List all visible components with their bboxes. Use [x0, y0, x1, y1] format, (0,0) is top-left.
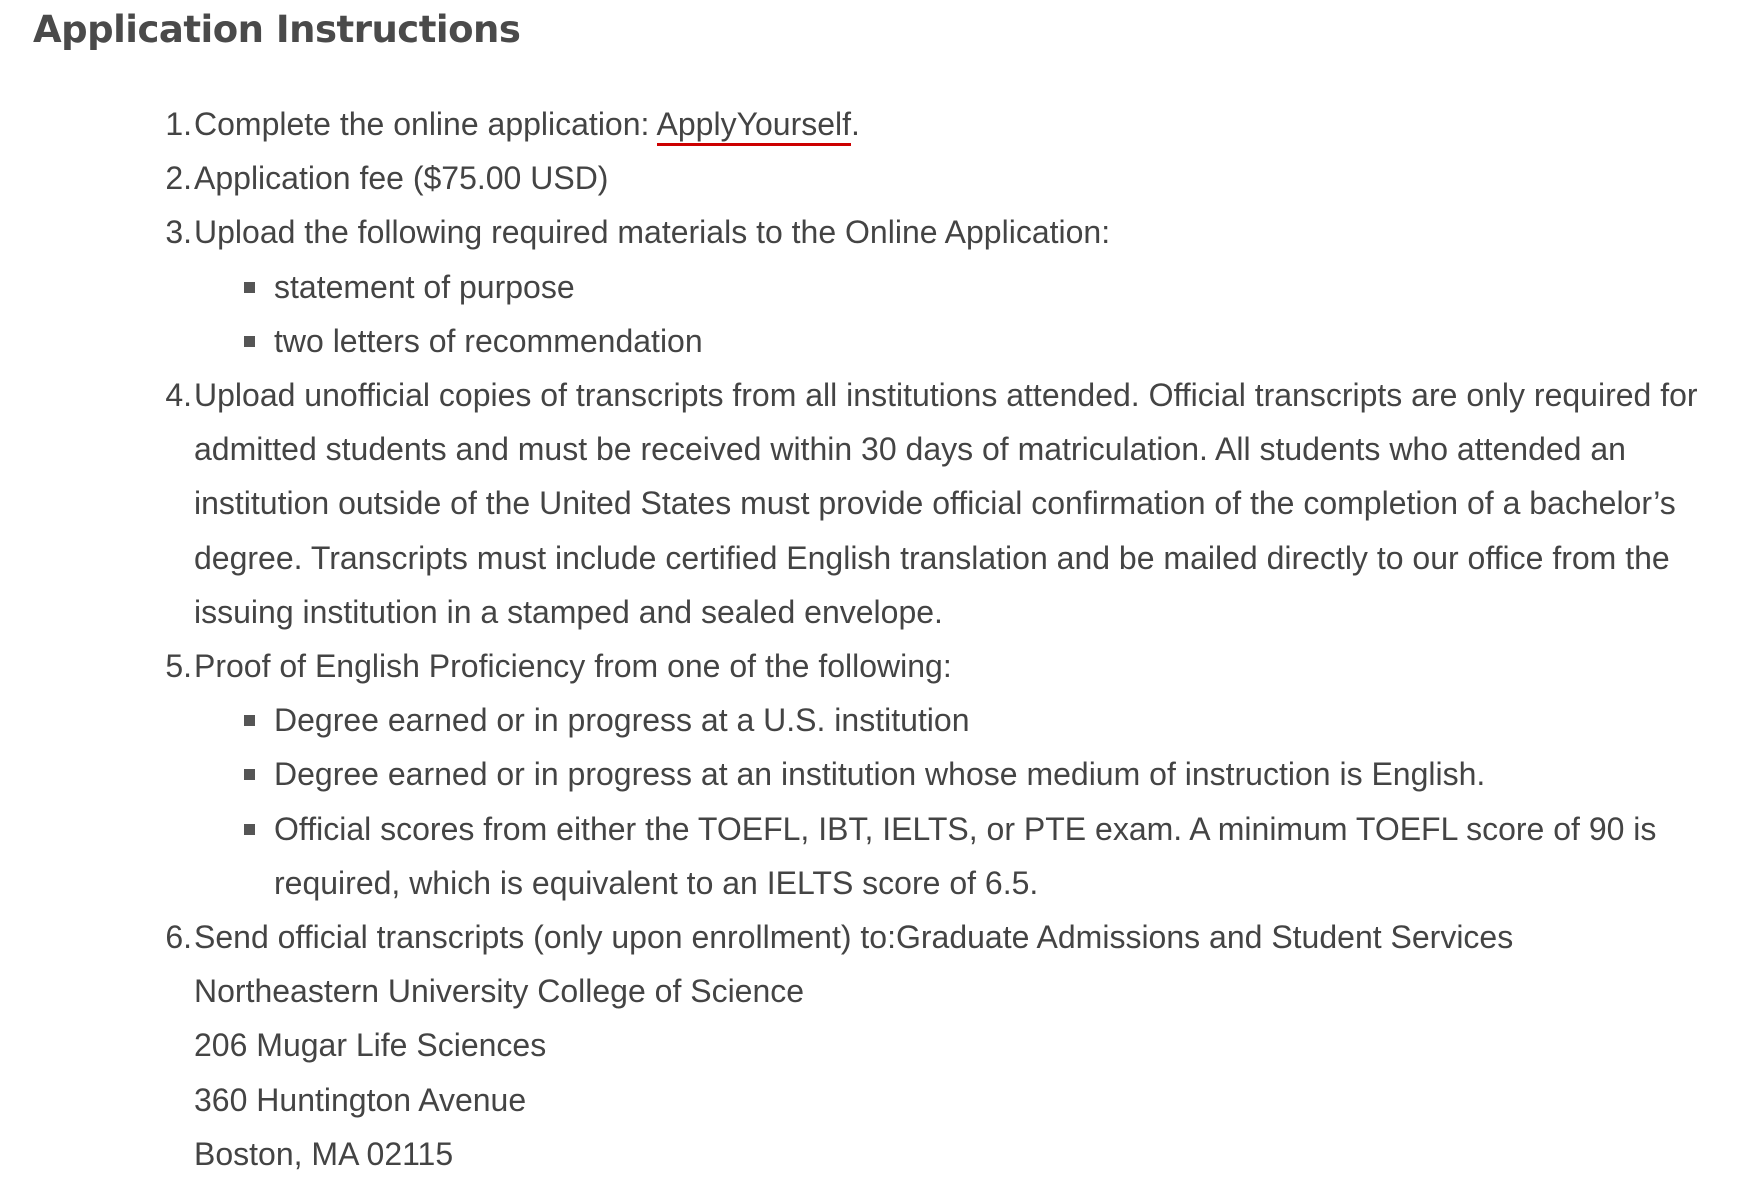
- step-text-suffix: .: [851, 106, 860, 142]
- list-item-step-5: [165, 639, 1719, 910]
- address-line: Boston, MA 02115: [194, 1135, 454, 1172]
- apply-yourself-link[interactable]: ApplyYourself: [657, 106, 852, 146]
- sub-item-text: Degree earned or in progress at a U.S. institution: [274, 702, 970, 739]
- square-bullet-icon: [244, 336, 255, 347]
- instructions-list: [165, 97, 1719, 1181]
- list-item-step-4: [165, 368, 1719, 639]
- step-text: Complete the online application:: [194, 106, 657, 142]
- list-item: [274, 747, 1719, 801]
- sub-item-text: two letters of recommendation: [274, 322, 703, 359]
- step-text: Upload the following required materials to the Online Application:: [194, 214, 1111, 251]
- step-number: 5.: [165, 648, 192, 685]
- square-bullet-icon: [244, 769, 255, 780]
- address-line: 360 Huntington Avenue: [194, 1081, 527, 1118]
- address-line: 206 Mugar Life Sciences: [194, 1027, 547, 1064]
- required-materials-list: [194, 260, 1719, 368]
- step-number: 1.: [165, 106, 192, 142]
- step-text: Application fee ($75.00 USD): [194, 160, 609, 197]
- sub-item-text: Degree earned or in progress at an institution whose medium of instruction is English.: [274, 756, 1486, 793]
- step-number: 4.: [165, 377, 192, 414]
- list-item: [274, 693, 1719, 747]
- step-number: 3.: [165, 214, 192, 251]
- step-text: Proof of English Proficiency from one of the following:: [194, 648, 952, 685]
- page-title: Application Instructions: [33, 8, 521, 51]
- list-item: [274, 314, 1719, 368]
- sub-item-text: statement of purpose: [274, 268, 575, 305]
- list-item-step-3: [165, 205, 1719, 368]
- english-proficiency-list: [194, 693, 1719, 910]
- list-item-step-6: [165, 910, 1719, 1181]
- square-bullet-icon: [244, 715, 255, 726]
- address-line: Northeastern University College of Science: [194, 973, 805, 1010]
- list-item: [274, 260, 1719, 314]
- list-item-step-2: [165, 151, 1719, 205]
- step-number: 6.: [165, 919, 192, 956]
- sub-item-text: Official scores from either the TOEFL, IBT, IELTS, or PTE exam. A minimum TOEFL score of 90 is required, which is equivalent to an IELTS score of 6.5.: [274, 810, 1657, 901]
- square-bullet-icon: [244, 824, 255, 835]
- square-bullet-icon: [244, 282, 255, 293]
- list-item-step-1: [165, 97, 1719, 151]
- step-text: Upload unofficial copies of transcripts from all institutions attended. Official transcripts are only required for admitted students and must be received within 30 days of matriculation. All students who attended an institution outside of the United States must provide official confirmation of the completion of a bachelor’s degree. Transcripts must include certified English translation and be mailed directly to our office from the issuing institution in a stamped and sealed envelope.: [194, 377, 1698, 630]
- list-item: [274, 802, 1719, 910]
- step-text: Send official transcripts (only upon enrollment) to:Graduate Admissions and Student Services: [194, 919, 1514, 956]
- step-number: 2.: [165, 160, 192, 197]
